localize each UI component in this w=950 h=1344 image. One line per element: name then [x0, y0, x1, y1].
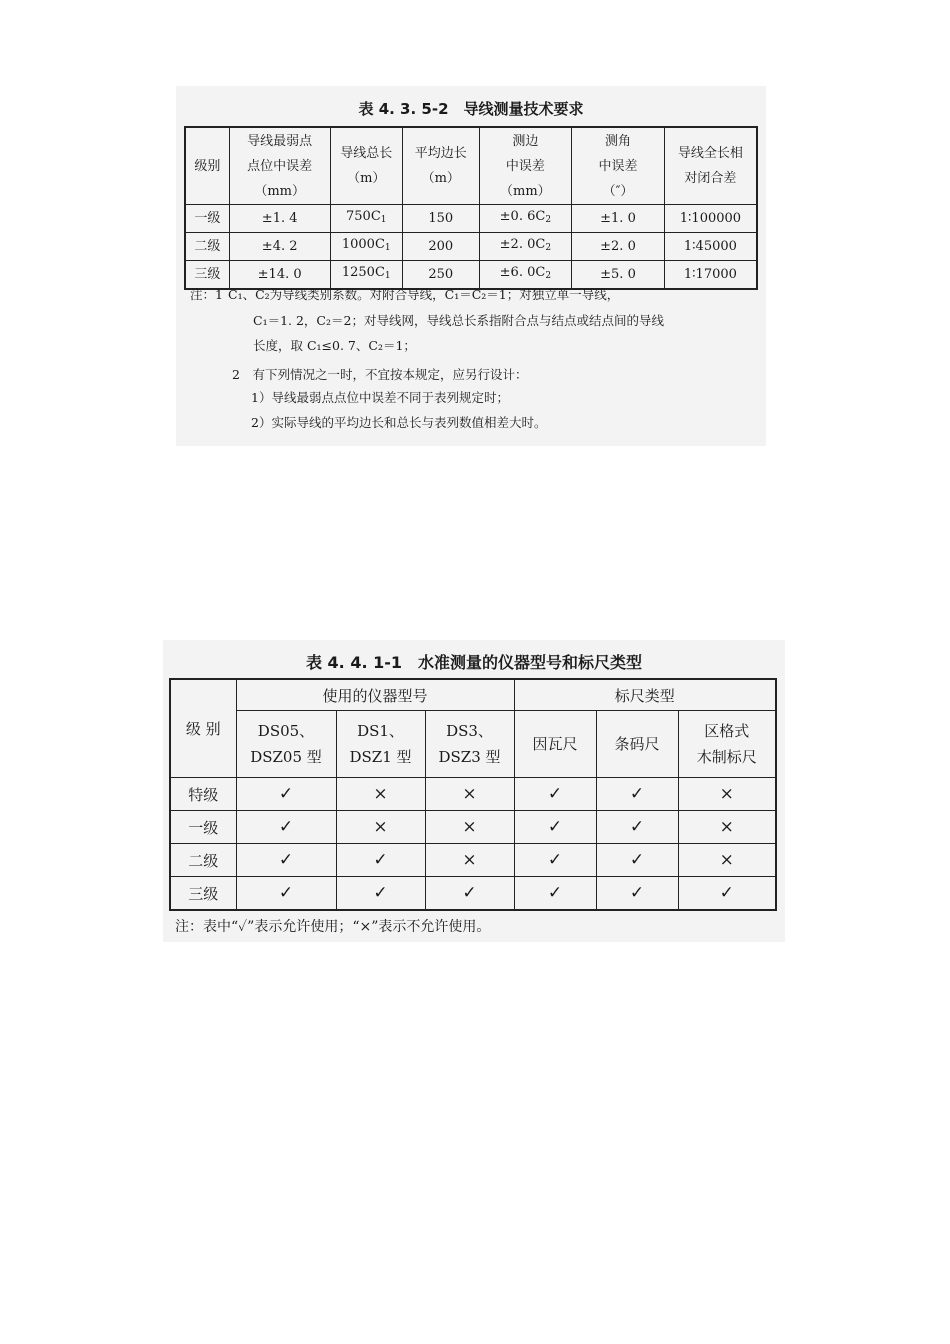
- cell-mark: ✓: [678, 877, 776, 911]
- table-row: [170, 811, 776, 844]
- header-angle-error: [572, 127, 665, 205]
- table-row: [170, 877, 776, 911]
- cell-mark: ✓: [596, 811, 678, 844]
- cell-mark: ✓: [236, 877, 336, 911]
- cell-weak-point: ±4. 2: [229, 233, 330, 261]
- cell-text: 1250C: [341, 265, 385, 280]
- note-2-item-2: 2）实际导线的平均边长和总长与表列数值相差大时。: [251, 415, 547, 430]
- header-total-length: [330, 127, 403, 205]
- header-text: 导线全长相: [677, 146, 743, 161]
- cell-mark: ✓: [236, 778, 336, 811]
- header-level: 级 别: [170, 679, 236, 778]
- header-ds05: [236, 711, 336, 778]
- cell-mark: ✓: [336, 844, 425, 877]
- header-text: （mm）: [254, 183, 305, 199]
- cell-mark: ×: [678, 811, 776, 844]
- cell-total-length: [330, 233, 403, 261]
- header-text: 平均边长: [414, 146, 467, 161]
- header-text: 中误差: [505, 158, 545, 174]
- table-row: [185, 233, 757, 261]
- note-2-item-1: 1）导线最弱点点位中误差不同于表列规定时；: [251, 390, 509, 405]
- header-text: （″）: [602, 183, 634, 199]
- cell-mark: ✓: [236, 811, 336, 844]
- note-1-line-3: 长度，取 C₁≤0. 7、C₂＝1；: [253, 338, 416, 353]
- note-label: 注：1: [190, 287, 223, 302]
- traverse-survey-section: [176, 86, 766, 446]
- header-ds3: [425, 711, 514, 778]
- cell-average-side: 250: [403, 261, 480, 290]
- cell-text: ±0. 6C: [499, 209, 546, 224]
- cell-mark: ✓: [236, 844, 336, 877]
- header-wood-rod: [678, 711, 776, 778]
- header-text: 中误差: [598, 158, 638, 174]
- cell-angle-error: ±2. 0: [572, 233, 665, 261]
- cell-mark: ✓: [425, 877, 514, 911]
- cell-angle-error: ±1. 0: [572, 205, 665, 233]
- cell-level: 一级: [185, 205, 229, 233]
- note-2: 2 有下列情况之一时，不宜按本规定，应另行设计：: [232, 367, 528, 382]
- table-title: 表 4. 3. 5-2 导线测量技术要求: [358, 100, 584, 118]
- cell-mark: ✓: [596, 844, 678, 877]
- cell-closure: 1∶100000: [664, 205, 757, 233]
- cell-text: ±2. 0C: [499, 237, 546, 252]
- header-text: DS3、: [446, 722, 493, 740]
- header-rod-group: 标尺类型: [514, 679, 776, 711]
- cell-closure: 1∶45000: [664, 233, 757, 261]
- cell-total-length: [330, 261, 403, 290]
- header-closure: [664, 127, 757, 205]
- header-average-side: [403, 127, 480, 205]
- subscript: 2: [545, 215, 552, 225]
- header-instrument-group: 使用的仪器型号: [236, 679, 514, 711]
- header-level: 级别: [185, 127, 229, 205]
- table-row: [185, 261, 757, 290]
- subscript: 1: [384, 243, 391, 253]
- cell-mark: ×: [425, 844, 514, 877]
- cell-mark: ✓: [514, 844, 596, 877]
- cell-average-side: 150: [403, 205, 480, 233]
- traverse-requirements-table: [184, 126, 758, 290]
- header-barcode-rod: 条码尺: [596, 711, 678, 778]
- header-text: 区格式: [704, 722, 750, 740]
- header-side-error: [479, 127, 572, 205]
- leveling-instrument-table: [169, 678, 777, 911]
- header-text: 导线总长: [340, 146, 393, 161]
- cell-angle-error: ±5. 0: [572, 261, 665, 290]
- leveling-survey-section: [163, 640, 785, 942]
- subscript: 2: [545, 271, 552, 281]
- header-text: DSZ05 型: [250, 748, 322, 766]
- cell-level: 三级: [170, 877, 236, 911]
- cell-total-length: [330, 205, 403, 233]
- table-row: [170, 844, 776, 877]
- cell-mark: ✓: [514, 877, 596, 911]
- header-text: （m）: [347, 171, 386, 186]
- cell-mark: ✓: [336, 877, 425, 911]
- subscript: 2: [545, 243, 552, 253]
- header-text: DS05、: [257, 722, 315, 740]
- table-header-row: [170, 679, 776, 711]
- cell-level: 二级: [170, 844, 236, 877]
- header-text: 木制标尺: [696, 748, 757, 766]
- cell-mark: ×: [425, 811, 514, 844]
- header-weak-point-error: [229, 127, 330, 205]
- header-text: DSZ3 型: [438, 748, 501, 766]
- header-text: DS1、: [357, 722, 404, 740]
- table-header-row: [185, 127, 757, 205]
- cell-closure: 1∶17000: [664, 261, 757, 290]
- cell-mark: ×: [336, 778, 425, 811]
- cell-text: ±6. 0C: [499, 265, 546, 280]
- cell-mark: ✓: [514, 811, 596, 844]
- header-ds1: [336, 711, 425, 778]
- cell-level: 特级: [170, 778, 236, 811]
- subscript: 1: [380, 215, 387, 225]
- note-text: C₁、C₂为导线类别系数。对附合导线，C₁＝C₂＝1；对独立单一导线，: [228, 287, 620, 302]
- header-text: （m）: [421, 171, 460, 186]
- cell-text: 1000C: [341, 237, 385, 252]
- header-text: 对闭合差: [684, 171, 737, 186]
- table-subheader-row: [170, 711, 776, 778]
- cell-level: 一级: [170, 811, 236, 844]
- cell-side-error: [479, 205, 572, 233]
- cell-mark: ×: [678, 844, 776, 877]
- table-row: [185, 205, 757, 233]
- cell-level: 二级: [185, 233, 229, 261]
- cell-mark: ×: [678, 778, 776, 811]
- note-1: [190, 286, 619, 304]
- table-row: [170, 778, 776, 811]
- table-title: 表 4. 4. 1-1 水准测量的仪器型号和标尺类型: [305, 653, 643, 672]
- cell-average-side: 200: [403, 233, 480, 261]
- header-text: 测边: [512, 133, 539, 149]
- cell-level: 三级: [185, 261, 229, 290]
- note-1-line-2: C₁＝1. 2，C₂＝2；对导线网，导线总长系指附合点与结点或结点间的导线: [253, 313, 664, 328]
- cell-weak-point: ±1. 4: [229, 205, 330, 233]
- cell-mark: ×: [425, 778, 514, 811]
- cell-side-error: [479, 233, 572, 261]
- header-text: 点位中误差: [247, 158, 313, 174]
- cell-mark: ✓: [596, 877, 678, 911]
- cell-mark: ×: [336, 811, 425, 844]
- cell-weak-point: ±14. 0: [229, 261, 330, 290]
- header-invar-rod: 因瓦尺: [514, 711, 596, 778]
- cell-mark: ✓: [514, 778, 596, 811]
- table-note: 注：表中“✓”表示允许使用；“×”表示不允许使用。: [175, 919, 491, 935]
- cell-side-error: [479, 261, 572, 290]
- header-text: DSZ1 型: [349, 748, 412, 766]
- cell-mark: ✓: [596, 778, 678, 811]
- header-text: 测角: [604, 133, 631, 149]
- cell-text: 750C: [346, 209, 381, 224]
- header-text: 导线最弱点: [247, 133, 313, 149]
- header-text: （mm）: [500, 183, 551, 199]
- subscript: 1: [384, 271, 391, 281]
